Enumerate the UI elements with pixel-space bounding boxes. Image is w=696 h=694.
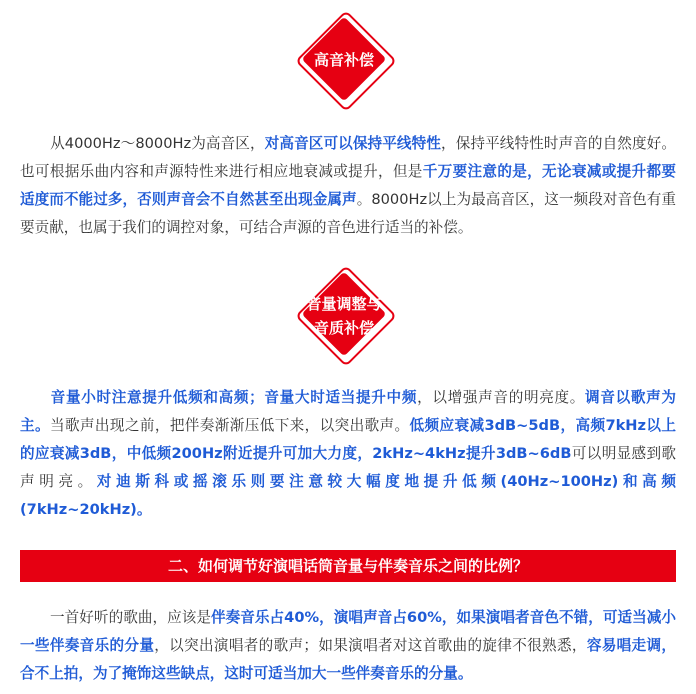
body-text: ，以增强声音的明亮度。: [417, 389, 586, 406]
badge-title-line1: 音量调整与: [306, 295, 382, 313]
body-text: 当歌声出现之前，把伴奏渐渐压低下来，以突出歌声。: [49, 417, 410, 434]
badge-title-line2: 音质补偿: [313, 319, 374, 337]
highlighted-text: 伴奏音乐占40%，演唱声音占60%，如果演唱者音色不错，可适当减小一些伴奏音乐的分量: [20, 609, 676, 654]
body-text: 可以明显感到歌声明亮。: [20, 445, 676, 490]
body-text: 从4000Hz～8000Hz为高音区，: [50, 135, 265, 152]
paragraph-high-frequency: [20, 130, 676, 242]
highlighted-text: 对高音区可以保持平线特性: [264, 135, 441, 152]
paragraph-ratio: [20, 604, 676, 688]
highlighted-text: 容易唱走调，合不上拍，为了掩饰这些缺点，这时可适当加大一些伴奏音乐的分量。: [20, 637, 676, 682]
highlighted-text: 调音以歌声为主。: [20, 389, 676, 434]
badge-high-frequency: [0, 10, 696, 110]
body-text: 。8000Hz以上为最高音区，这一频段对音色有重要贡献，也属于我们的调控对象，可结合声源的音色进行适当的补偿。: [20, 191, 676, 236]
body-text: 一首好听的歌曲，应该是: [50, 609, 211, 626]
highlighted-text: 音量小时注意提升低频和高频；音量大时适当提升中频: [50, 389, 418, 406]
highlighted-text: 对迪斯科或摇滚乐则要注意较大幅度地提升低频(40Hz~100Hz)和高频(7kHz~20kHz)。: [20, 473, 676, 518]
section-banner: 二、如何调节好演唱话筒音量与伴奏音乐之间的比例？: [20, 550, 676, 582]
highlighted-text: 低频应衰减3dB~5dB，高频7kHz以上的应衰减3dB，中低频200Hz附近提升可加大力度，2kHz~4kHz提升3dB~6dB: [20, 417, 676, 462]
highlighted-text: 千万要注意的是，无论衰减或提升都要适度而不能过多，否则声音会不自然甚至出现金属声: [20, 163, 676, 208]
badge-title: 高音补偿: [313, 51, 374, 69]
paragraph-volume-quality: [20, 384, 676, 524]
body-text: ，保持平线特性时声音的自然度好。也可根据乐曲内容和声源特性来进行相应地衰减或提升，但是: [20, 135, 676, 180]
badge-volume-quality: [0, 265, 696, 365]
body-text: ，以突出演唱者的歌声；如果演唱者对这首歌曲的旋律不很熟悉，: [154, 637, 587, 654]
